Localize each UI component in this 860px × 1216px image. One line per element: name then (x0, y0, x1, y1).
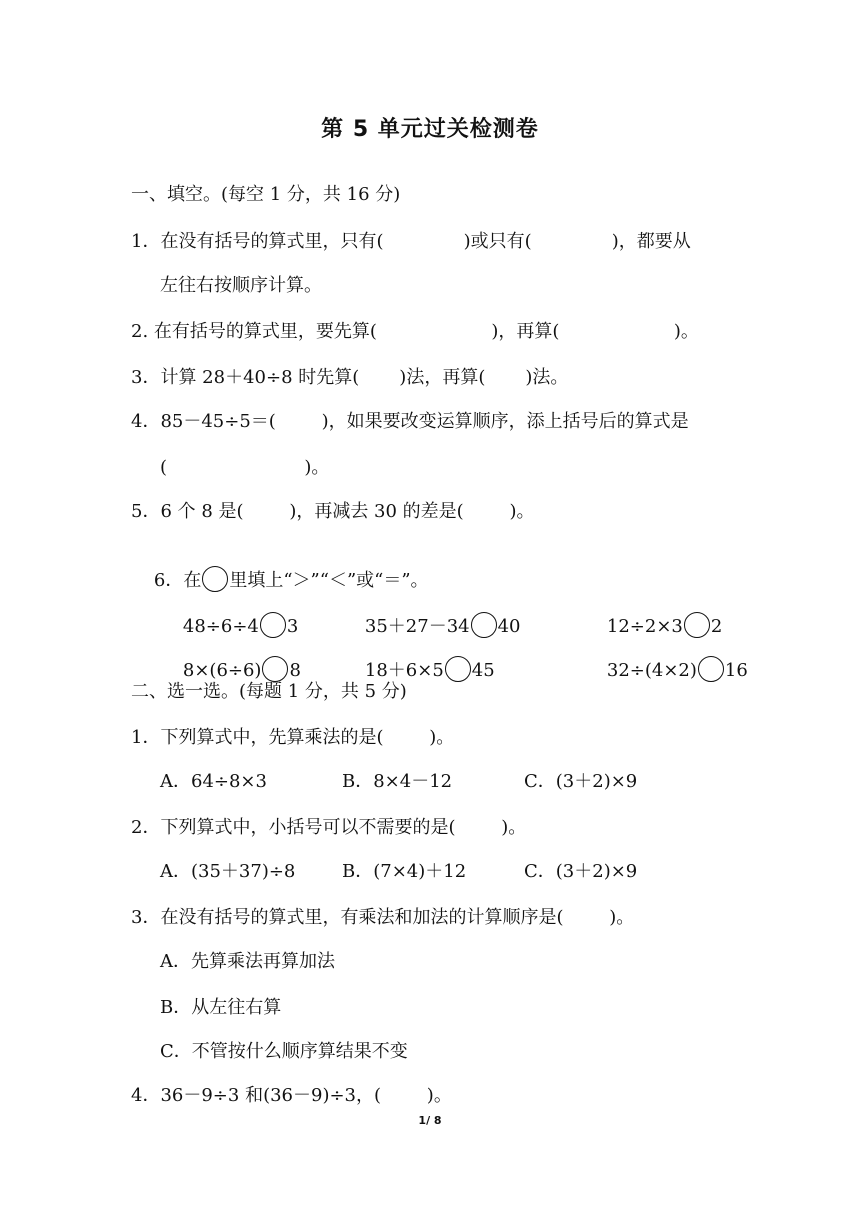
option-a[interactable]: A．64÷8×3 (160, 771, 267, 792)
choice-question-4: 4．36－9÷3 和(36－9)÷3，( )。 (131, 1085, 452, 1106)
compare-left: 12÷2×3 (606, 616, 683, 637)
page-title: 第 5 单元过关检测卷 (321, 117, 539, 142)
compare-right: 3 (286, 616, 299, 637)
blank-circle (202, 566, 228, 592)
choice-question-1: 1．下列算式中，先算乘法的是( )。 (131, 727, 455, 748)
compare-circle[interactable] (698, 656, 724, 682)
compare-right: 40 (497, 616, 521, 637)
question-4-line-2: ( )。 (160, 457, 330, 478)
compare-right: 16 (724, 660, 748, 681)
compare-left: 8×(6÷6) (182, 660, 262, 681)
option-b[interactable]: B．(7×4)＋12 (342, 861, 467, 882)
option-a[interactable]: A．(35＋37)÷8 (160, 861, 296, 882)
question-6-suffix: 里填上“＞”“＜”或“＝”。 (229, 570, 429, 591)
compare-circle[interactable] (262, 656, 288, 682)
question-4-line-1: 4．85－45÷5＝( )，如果要改变运算顺序，添上括号后的算式是 (131, 411, 689, 432)
choice-question-3: 3．在没有括号的算式里，有乘法和加法的计算顺序是( )。 (131, 907, 635, 928)
question-3: 3．计算 28＋40÷8 时先算( )法，再算( )法。 (131, 367, 569, 388)
question-6-prefix: 6．在 (153, 570, 202, 591)
compare-left: 32÷(4×2) (606, 660, 697, 681)
compare-left: 35＋27－34 (364, 616, 470, 637)
compare-right: 8 (289, 660, 301, 681)
page-number: 1/ 8 (418, 1114, 442, 1127)
option-b[interactable]: B．从左往右算 (160, 997, 282, 1018)
choice-question-2: 2．下列算式中，小括号可以不需要的是( )。 (131, 817, 527, 838)
compare-circle[interactable] (445, 656, 471, 682)
compare-left: 18＋6×5 (364, 660, 444, 681)
option-c[interactable]: C．不管按什么顺序算结果不变 (160, 1041, 408, 1062)
option-a[interactable]: A．先算乘法再算加法 (160, 951, 335, 972)
question-1-line-1: 1．在没有括号的算式里，只有( )或只有( )，都要从 (131, 231, 691, 252)
compare-right: 2 (710, 616, 723, 637)
compare-left: 48÷6÷4 (182, 616, 259, 637)
compare-right: 45 (471, 660, 495, 681)
option-c[interactable]: C．(3＋2)×9 (524, 861, 638, 882)
question-1-line-2: 左往右按顺序计算。 (160, 275, 322, 296)
section-2-heading: 二、选一选。(每题 1 分，共 5 分) (131, 681, 407, 702)
option-c[interactable]: C．(3＋2)×9 (524, 771, 638, 792)
question-2: 2. 在有括号的算式里，要先算( )，再算( )。 (131, 321, 699, 342)
question-5: 5．6 个 8 是( )，再减去 30 的差是( )。 (131, 501, 535, 522)
compare-item (584, 634, 748, 708)
option-b[interactable]: B．8×4－12 (342, 771, 453, 792)
section-1-heading: 一、填空。(每空 1 分，共 16 分) (131, 184, 401, 205)
